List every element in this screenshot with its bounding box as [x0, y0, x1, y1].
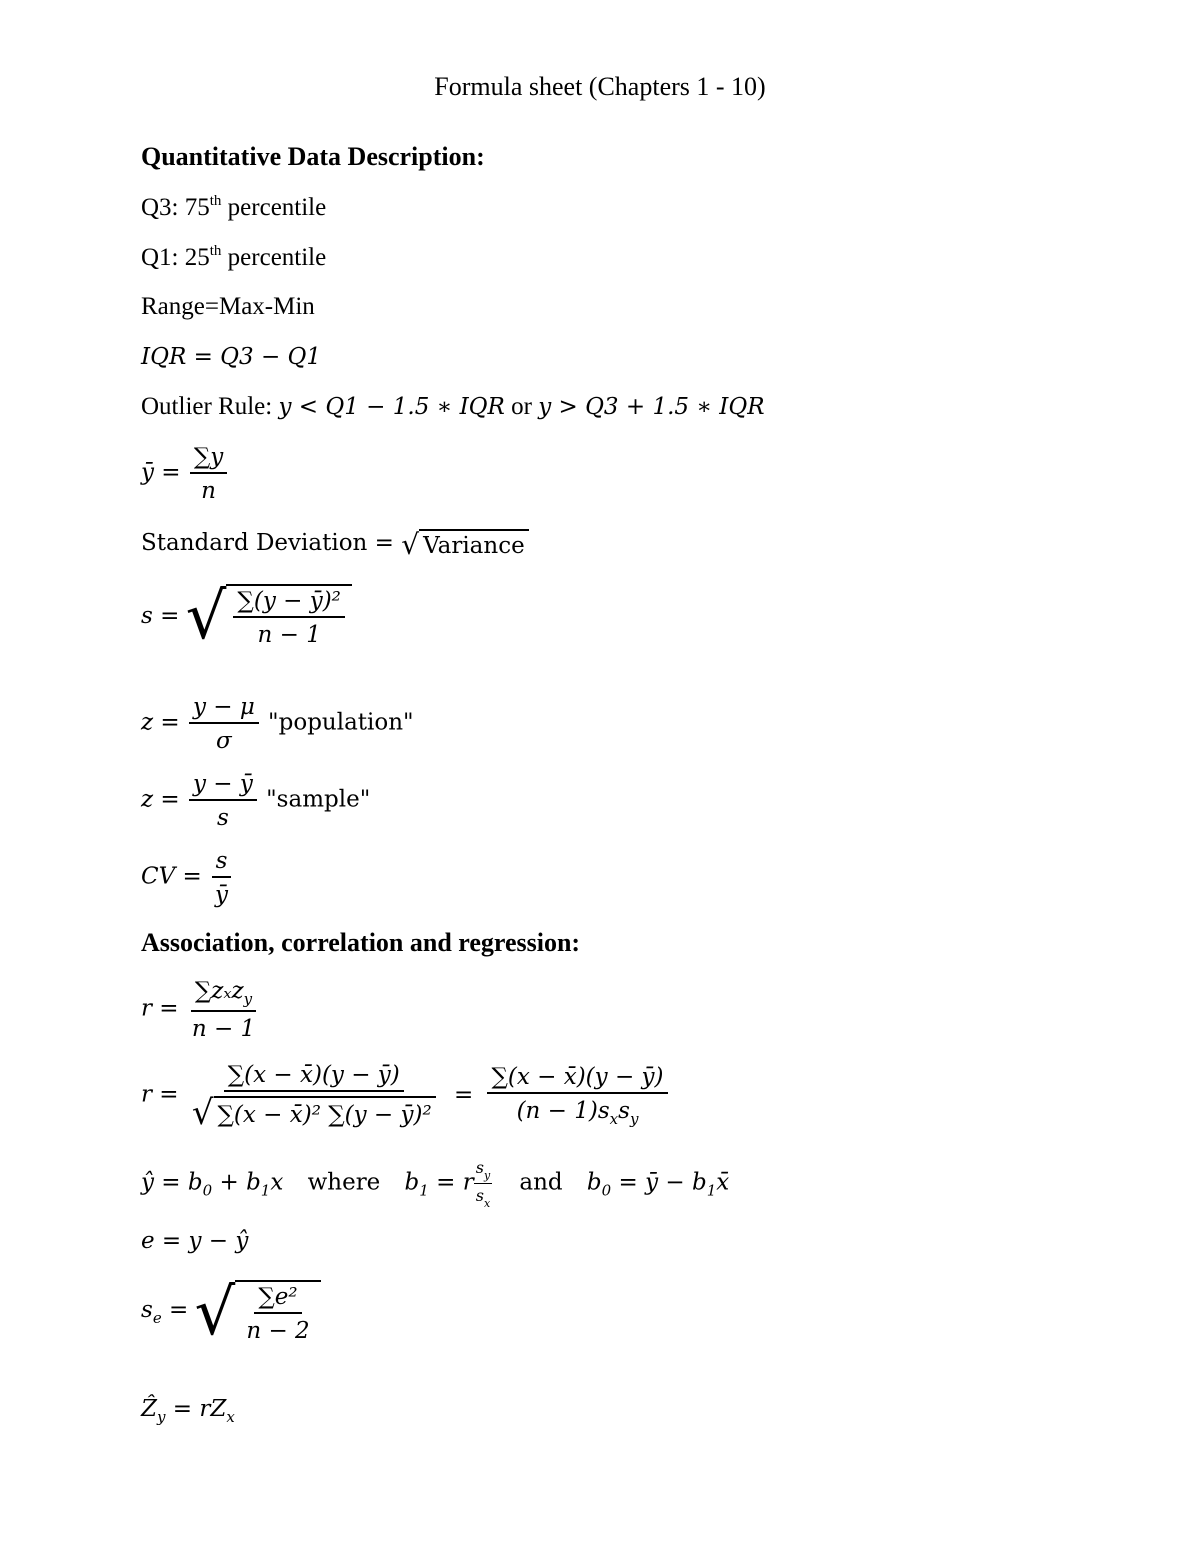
- s-lhs: s =: [141, 603, 180, 629]
- s-denominator: n − 1: [257, 622, 321, 648]
- r1-lhs: r =: [141, 995, 179, 1022]
- outlier-label: Outlier Rule:: [141, 393, 279, 420]
- section-heading-association: Association, correlation and regression:: [141, 928, 581, 957]
- z-sample-formula: [141, 771, 370, 831]
- section-heading-quantitative: Quantitative Data Description:: [141, 142, 485, 171]
- zsamp-fraction: [189, 771, 257, 831]
- reg-b0: b: [586, 1169, 602, 1196]
- sd-label: Standard Deviation =: [141, 530, 402, 556]
- cv-numerator: s: [212, 848, 232, 878]
- reg-plus: + b: [212, 1169, 261, 1196]
- cv-formula: [141, 848, 235, 908]
- reg-where: where: [307, 1169, 381, 1196]
- s-sqrt: √ $\frac{\text{∑(y − ȳ)²}}{n - 1}$: [186, 584, 352, 648]
- zpop-numerator: y − μ: [189, 694, 259, 724]
- zsamp-denominator: s: [216, 805, 229, 831]
- r2-fraction-2: [487, 1064, 667, 1128]
- zsamp-lhs: z =: [141, 786, 180, 813]
- mean-denominator: n: [201, 478, 216, 504]
- predicted-z-formula: Ẑ$_y$ = $rZ_x$: [141, 1396, 235, 1426]
- se-denominator: n − 2: [246, 1318, 310, 1344]
- reg-b1: b: [404, 1169, 420, 1196]
- slope-fraction: $\frac{s_y}{s_x}$: [475, 1158, 491, 1210]
- zpop-fraction: [189, 694, 259, 754]
- reg-b0-rhs: = ȳ − b: [611, 1169, 707, 1196]
- r-zscore-formula: [141, 978, 262, 1042]
- se-fraction: [242, 1284, 313, 1344]
- se-lhs: $s_e$ =: [141, 1297, 189, 1327]
- cv-fraction: [211, 848, 232, 908]
- mean-fraction: [190, 444, 227, 504]
- r2-denominator: √ ∑(x − x̄)² ∑(y − ȳ)²: [188, 1092, 440, 1130]
- reg-x: x: [270, 1169, 284, 1196]
- q1-definition: [141, 243, 326, 272]
- outlier-rule: [141, 393, 765, 421]
- se-formula: [141, 1276, 321, 1351]
- cv-lhs: CV =: [141, 863, 202, 890]
- s-formula: [141, 580, 352, 655]
- mean-formula: [141, 444, 230, 504]
- r2-lhs: r =: [141, 1081, 179, 1108]
- s-fraction: [233, 588, 344, 648]
- r1-numerator: ∑zₓz$_y$: [191, 978, 256, 1012]
- r1-denominator: n − 1: [191, 1016, 256, 1042]
- page-title: Formula sheet (Chapters 1 - 10): [434, 72, 766, 101]
- zpop-note: "population": [268, 709, 414, 736]
- r2-numerator: ∑(x − x̄)(y − ȳ): [224, 1062, 404, 1092]
- zpop-denominator: σ: [216, 728, 232, 754]
- r1-fraction: [188, 978, 259, 1042]
- q3-superscript: th: [209, 193, 222, 209]
- q1-text: percentile: [221, 244, 327, 271]
- reg-xbar: x̄: [716, 1169, 730, 1196]
- mean-numerator: ∑y: [190, 444, 227, 474]
- zsamp-note: "sample": [266, 786, 371, 813]
- q1-superscript: th: [209, 243, 222, 259]
- sd-radicand: Variance: [419, 529, 529, 559]
- q3-definition: [141, 193, 326, 222]
- zpop-lhs: z =: [141, 709, 180, 736]
- sd-sqrt: √ Variance: [401, 529, 528, 559]
- se-sqrt: √ $\frac{\text{∑e²}}{n - 2}$: [195, 1280, 321, 1344]
- cv-denominator: ȳ: [215, 882, 229, 908]
- s-numerator: ∑(y − ȳ)²: [233, 588, 344, 618]
- q1-label: Q1: 25: [141, 244, 210, 271]
- regression-line-formula: ŷ = $b_0 + b_1x$ where $b_1 = r$ $\frac{s_y}{s_x}$ and $b_0$ = ȳ − $b_1x̄$: [141, 1158, 730, 1210]
- q3-label: Q3: 75: [141, 194, 210, 221]
- reg-and: and: [519, 1169, 563, 1196]
- sd-formula: [141, 528, 529, 562]
- mean-lhs: ȳ =: [141, 459, 181, 486]
- z-population-formula: [141, 694, 414, 754]
- iqr-formula: IQR = Q3 − Q1: [141, 344, 322, 370]
- zsamp-numerator: y − ȳ: [189, 771, 257, 801]
- r-deviation-formula: [141, 1062, 671, 1133]
- reg-b1-eq: = r: [428, 1169, 474, 1196]
- residual-formula: e = y − ŷ: [141, 1228, 249, 1254]
- r2-numerator-2: ∑(x − x̄)(y − ȳ): [487, 1064, 667, 1094]
- outlier-lower: y < Q1 − 1.5 ∗ IQR: [278, 394, 505, 420]
- r2-denominator-2: $(n - 1)s_xs_y$: [516, 1098, 639, 1128]
- reg-lhs: ŷ = b: [141, 1169, 203, 1196]
- q3-text: percentile: [221, 194, 327, 221]
- r2-fraction: [188, 1062, 440, 1133]
- outlier-upper: y > Q3 + 1.5 ∗ IQR: [538, 394, 765, 420]
- se-numerator: ∑e²: [254, 1284, 301, 1314]
- r2-equals: =: [453, 1081, 474, 1108]
- range-formula: Range=Max-Min: [141, 293, 315, 320]
- outlier-or: or: [504, 393, 539, 420]
